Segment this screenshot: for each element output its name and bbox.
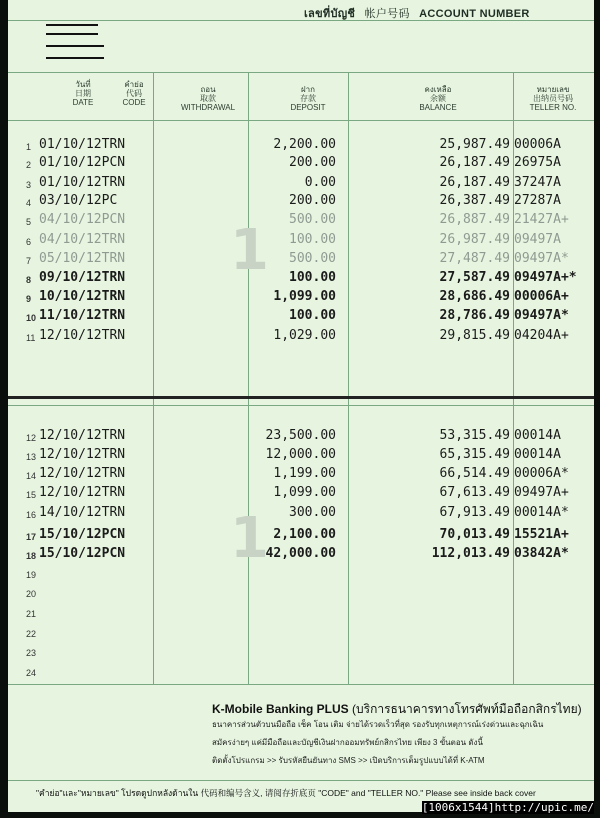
date-code-cell: 03/10/12PC (39, 193, 118, 208)
row-number: 21 (26, 609, 37, 619)
deposit-cell: 100.00 (289, 308, 336, 323)
date-code-cell: 15/10/12PCN (39, 546, 126, 561)
column-header-code: คำย่อ 代码 CODE (122, 80, 146, 107)
row-number: 6 (26, 237, 32, 247)
row-number: 18 (26, 551, 37, 561)
row-number: 22 (26, 629, 37, 639)
table-top-border (8, 72, 594, 73)
balance-cell: 112,013.49 (431, 546, 510, 561)
deposit-cell: 500.00 (289, 212, 336, 227)
deposit-cell: 42,000.00 (265, 546, 336, 561)
row-number: 10 (26, 313, 37, 323)
account-number-label: เลขที่บัญชี 帐户号码 ACCOUNT NUMBER (304, 8, 530, 20)
date-code-cell: 12/10/12TRN (39, 447, 126, 462)
table-row (8, 428, 594, 447)
balance-cell: 26,887.49 (439, 212, 510, 227)
table-row (8, 328, 594, 347)
teller-cell: 09497A* (514, 308, 569, 323)
balance-cell: 28,686.49 (439, 289, 510, 304)
balance-cell: 70,013.49 (439, 527, 510, 542)
date-code-cell: 12/10/12TRN (39, 328, 126, 343)
column-header-date: วันที่ 日期 DATE (72, 80, 94, 107)
deposit-cell: 300.00 (289, 505, 336, 520)
row-number: 15 (26, 490, 37, 500)
table-row (8, 505, 594, 524)
row-number: 20 (26, 589, 37, 599)
balance-cell: 26,987.49 (439, 232, 510, 247)
date-code-cell: 10/10/12TRN (39, 289, 126, 304)
date-code-cell: 01/10/12PCN (39, 155, 126, 170)
table-row (8, 155, 594, 174)
date-code-cell: 09/10/12TRN (39, 270, 126, 285)
account-underline (8, 20, 594, 21)
teller-cell: 00006A (514, 137, 561, 152)
table-row (8, 270, 594, 289)
row-number: 9 (26, 294, 32, 304)
balance-cell: 26,187.49 (439, 175, 510, 190)
deposit-cell: 12,000.00 (265, 447, 336, 462)
date-code-cell: 01/10/12TRN (39, 175, 126, 190)
table-bottom-border (8, 684, 594, 685)
row-number: 14 (26, 471, 37, 481)
column-header-withdrawal: ถอน 取款 WITHDRAWAL (180, 85, 236, 112)
date-code-cell: 04/10/12TRN (39, 232, 126, 247)
table-row (8, 232, 594, 251)
image-host-stamp: [1006x1544]http://upic.me/ (421, 801, 594, 814)
table-row (8, 289, 594, 308)
deposit-cell: 2,200.00 (273, 137, 336, 152)
row-number: 5 (26, 217, 32, 227)
handwritten-mark: 1 (230, 506, 269, 571)
teller-cell: 00014A* (514, 505, 569, 520)
table-row (8, 624, 594, 643)
table-row (8, 251, 594, 270)
date-code-cell: 05/10/12TRN (39, 251, 126, 266)
row-number: 17 (26, 532, 37, 542)
row-number: 7 (26, 256, 32, 266)
row-number: 8 (26, 275, 32, 285)
footer-divider (8, 780, 594, 781)
column-header-teller: หมายเลข 出纳员号码 TELLER NO. (529, 85, 577, 112)
redaction-mark (46, 57, 104, 59)
row-number: 24 (26, 668, 37, 678)
table-row (8, 308, 594, 327)
table-row (8, 137, 594, 156)
teller-cell: 04204A+ (514, 328, 569, 343)
table-row (8, 546, 594, 565)
date-code-cell: 12/10/12TRN (39, 466, 126, 481)
teller-cell: 09497A+* (514, 270, 577, 285)
balance-cell: 26,187.49 (439, 155, 510, 170)
balance-cell: 27,487.49 (439, 251, 510, 266)
header-bottom-border (8, 120, 594, 121)
deposit-cell: 200.00 (289, 193, 336, 208)
row-number: 12 (26, 433, 37, 443)
table-row (8, 212, 594, 231)
date-code-cell: 12/10/12TRN (39, 428, 126, 443)
balance-cell: 28,786.49 (439, 308, 510, 323)
teller-cell: 00006A+ (514, 289, 569, 304)
deposit-cell: 1,199.00 (273, 466, 336, 481)
balance-cell: 65,315.49 (439, 447, 510, 462)
code-teller-note: "คำย่อ"และ"หมายเลข" โปรดดูปกหลังด้านใน 代码和编号含义, 请阅存折底页 "CODE" and "TELLER NO." Please see inside back cover (36, 788, 536, 798)
handwritten-mark: 1 (230, 218, 269, 283)
teller-cell: 00014A (514, 447, 561, 462)
teller-cell: 09497A+ (514, 485, 569, 500)
table-row (8, 604, 594, 623)
table-row (8, 485, 594, 504)
table-row (8, 584, 594, 603)
deposit-cell: 200.00 (289, 155, 336, 170)
table-row (8, 643, 594, 662)
balance-cell: 53,315.49 (439, 428, 510, 443)
row-number: 16 (26, 510, 37, 520)
teller-cell: 21427A+ (514, 212, 569, 227)
balance-cell: 67,613.49 (439, 485, 510, 500)
row-number: 19 (26, 570, 37, 580)
date-code-cell: 14/10/12TRN (39, 505, 126, 520)
deposit-cell: 1,099.00 (273, 289, 336, 304)
row-number: 23 (26, 648, 37, 658)
teller-cell: 37247A (514, 175, 561, 190)
balance-cell: 29,815.49 (439, 328, 510, 343)
footer-text-line: ธนาคารส่วนตัวบนมือถือ เช็ค โอน เติม จ่ายได้รวดเร็วที่สุด รองรับทุกเหตุการณ์เร่งด่วนและฉุกเฉิน (212, 720, 544, 729)
passbook-page (8, 0, 594, 812)
deposit-cell: 1,029.00 (273, 328, 336, 343)
row-number: 13 (26, 452, 37, 462)
row-number: 4 (26, 198, 32, 208)
teller-cell: 00006A* (514, 466, 569, 481)
teller-cell: 27287A (514, 193, 561, 208)
deposit-cell: 1,099.00 (273, 485, 336, 500)
row-number: 2 (26, 160, 32, 170)
row-number: 3 (26, 180, 32, 190)
table-row (8, 447, 594, 466)
deposit-cell: 23,500.00 (265, 428, 336, 443)
date-code-cell: 01/10/12TRN (39, 137, 126, 152)
balance-cell: 66,514.49 (439, 466, 510, 481)
deposit-cell: 0.00 (304, 175, 336, 190)
teller-cell: 09497A* (514, 251, 569, 266)
deposit-cell: 500.00 (289, 251, 336, 266)
column-header-balance: คงเหลือ 余额 BALANCE (419, 85, 457, 112)
footer-text-line: ติดตั้งโปรแกรม >> รับรหัสยืนยันทาง SMS >> เปิดบริการเต็มรูปแบบได้ที่ K-ATM (212, 756, 485, 765)
teller-cell: 15521A+ (514, 527, 569, 542)
table-row (8, 466, 594, 485)
teller-cell: 00014A (514, 428, 561, 443)
date-code-cell: 11/10/12TRN (39, 308, 126, 323)
table-row (8, 527, 594, 546)
table-row (8, 193, 594, 212)
teller-cell: 09497A (514, 232, 561, 247)
date-code-cell: 04/10/12PCN (39, 212, 126, 227)
page-fold-divider (8, 396, 594, 406)
teller-cell: 03842A* (514, 546, 569, 561)
balance-cell: 26,387.49 (439, 193, 510, 208)
date-code-cell: 12/10/12TRN (39, 485, 126, 500)
redaction-mark (46, 33, 98, 35)
row-number: 11 (26, 333, 36, 343)
table-row (8, 565, 594, 584)
table-row (8, 175, 594, 194)
row-number: 1 (26, 142, 32, 152)
redaction-mark (46, 24, 98, 26)
deposit-cell: 100.00 (289, 270, 336, 285)
redaction-mark (46, 45, 104, 47)
balance-cell: 27,587.49 (439, 270, 510, 285)
footer-title: K-Mobile Banking PLUS (บริการธนาคารทางโทรศัพท์มือถือกสิกรไทย) (212, 702, 582, 716)
teller-cell: 26975A (514, 155, 561, 170)
date-code-cell: 15/10/12PCN (39, 527, 126, 542)
balance-cell: 25,987.49 (439, 137, 510, 152)
deposit-cell: 2,100.00 (273, 527, 336, 542)
deposit-cell: 100.00 (289, 232, 336, 247)
table-row (8, 663, 594, 682)
footer-text-line: สมัครง่ายๆ แค่มีมือถือและบัญชีเงินฝากออมทรัพย์กสิกรไทย เพียง 3 ขั้นตอน ดังนี้ (212, 738, 483, 747)
column-header-deposit: ฝาก 存款 DEPOSIT (290, 85, 326, 112)
balance-cell: 67,913.49 (439, 505, 510, 520)
